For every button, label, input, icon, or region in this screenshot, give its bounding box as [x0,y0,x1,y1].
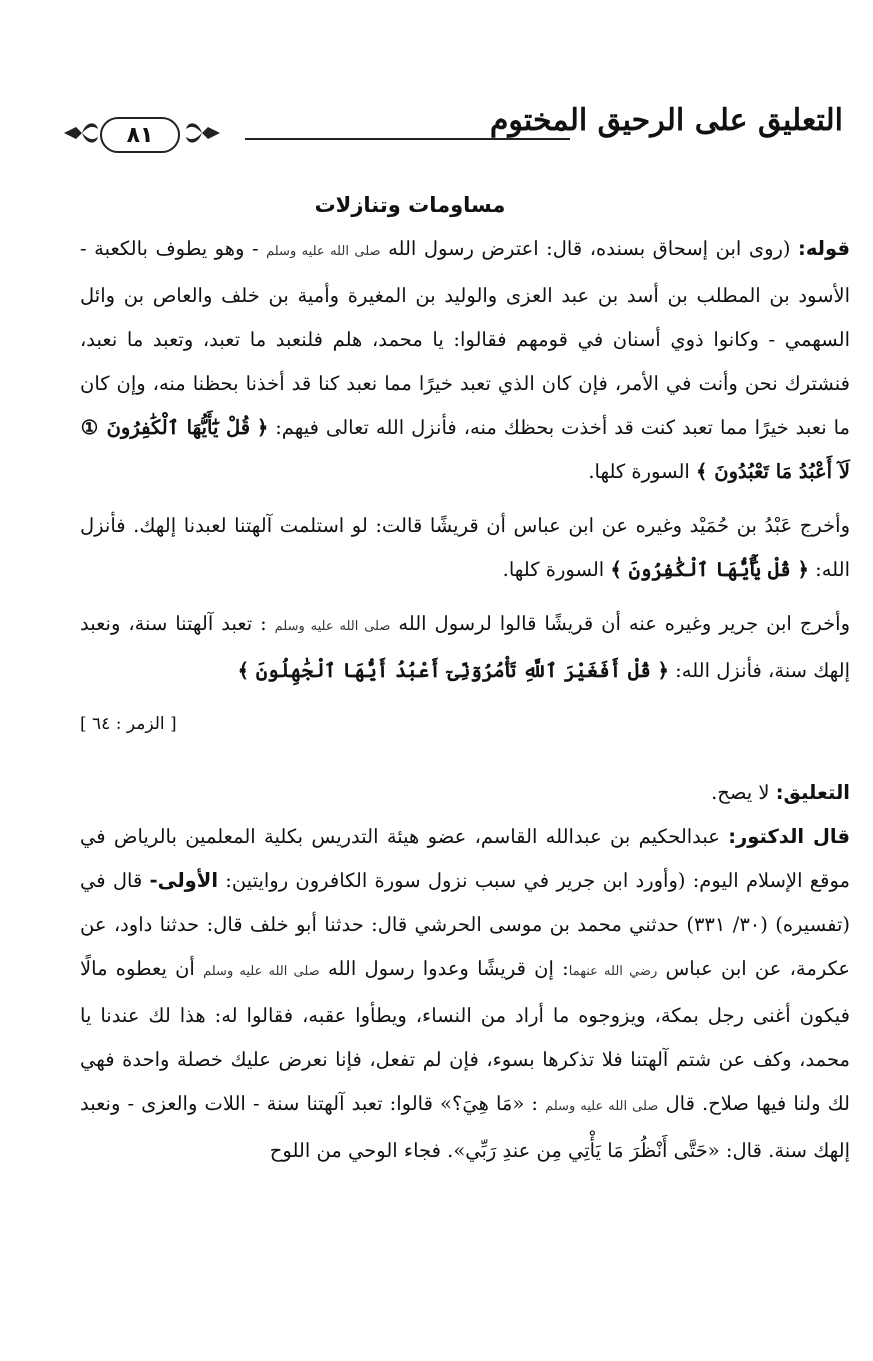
header-rule [245,138,570,140]
paragraph-sublead: الأولى- [149,869,219,892]
paragraph-text: : إن قريشًا وعدوا رسول الله [319,957,569,980]
comment-line [80,771,850,815]
quran-verse: ﴿ قُلْ أَفَغَيْرَ ٱللَّهِ تَأْمُرُوٓنِّىٓ أَعْبُدُ أَيُّهَا ٱلْجَٰهِلُونَ ﴾ [237,659,669,682]
paragraph-text: قال في (تفسيره) (٣٠/ ٣٣١) حدثني محمد بن موسى الحرشي قال: حدثنا أبو خلف قال: حدثنا داود، عن عكرمة، عن ابن عباس [80,869,850,980]
paragraph-2 [80,504,850,592]
left-ornament-icon [62,113,102,153]
verse-reference: [ الزمر : ٦٤ ] [80,714,177,734]
comment-lead: التعليق: [775,781,850,804]
page-header [0,95,873,179]
paragraph-text: : «مَا هِيَ؟» قالوا: تعبد آلهتنا سنة - اللات والعزى - ونعبد إلهك سنة. قال: «حَتَّى أَنْظُرَ مَا يَأْتِي مِن عندِ رَبِّي». فجاء الوحي من اللوح [80,1092,850,1162]
honorific-phrase: صلى الله عليه وسلم [266,244,381,259]
page-number: ٨١ [100,117,180,153]
paragraph-text: - وهو يطوف بالكعبة - الأسود بن المطلب بن أسد بن عبد العزى والوليد بن المغيرة وأمية بن خلف والعاص بن وائل السهمي - وكانوا ذوي أسنان في قومهم فقالوا: يا محمد، هلم فلنعبد ما تعبد، وتعبد ما نعبد، فنشترك نحن وأنت في الأمر، فإن كان الذي تعبد خيرًا مما نعبد كنا قد أخذنا بحظنا منه، وإن كان ما نعبد خيرًا مما تعبد كنت قد أخذت بحظك منه، فأنزل الله تعالى فيهم: [80,237,850,439]
honorific-phrase: صلى الله عليه وسلم [203,964,320,979]
quran-verse: ﴿ قُلْ يَٰٓأَيُّهَا ٱلْكَٰفِرُونَ ① لَآ أَعْبُدُ مَا تَعْبُدُونَ ﴾ [80,416,850,483]
paragraph-text: عبدالحكيم بن عبدالله القاسم، عضو هيئة التدريس بكلية المعلمين بالرياض في موقع الإسلام اليوم: (وأورد ابن جرير في سبب نزول سورة الكافرون روايتين: [80,825,851,892]
paragraph-4 [80,815,850,1173]
paragraph-3 [80,602,850,693]
page-body [80,185,850,1173]
paragraph-text: أن يعطوه مالًا فيكون أغنى رجل بمكة، ويزوجوه ما أراد من النساء، ويطأوا عقبه، فقالوا له: هذا لك عندنا يا محمد، وكف عن شتم آلهتنا فلا تذكرها بسوء، فإن لم تفعل، فإنا نعرض عليك خصلة واحدة فهي لك ولنا فيها صلاح. قال [80,957,850,1115]
right-ornament-icon [182,113,222,153]
honorific-phrase: صلى الله عليه وسلم [274,619,391,634]
paragraph-text: السورة كلها. [502,558,611,581]
book-title: التعليق على الرحيق المختوم [489,103,843,138]
paragraph-text: وأخرج ابن جرير وغيره عنه أن قريشًا قالوا لرسول الله [390,612,851,635]
honorific-phrase: رضي الله عنهما [568,964,658,979]
paragraph-text: السورة كلها. [588,460,697,483]
paragraph-text: وأخرج عَبْدُ بن حُمَيْد وغيره عن ابن عباس أن قريشًا قالت: لو استلمت آلهتنا لعبدنا إلهك. فأنزل الله: [80,514,850,581]
quran-verse: ﴿ قُلْ يَٰٓأَيُّهَا ٱلْكَٰفِرُونَ ﴾ [610,558,809,581]
section-title: مساومات وتنازلات [314,193,506,217]
paragraph-1 [80,227,850,494]
paragraph-text: : تعبد آلهتنا سنة، ونعبد إلهك سنة، فأنزل الله: [80,612,850,682]
comment-text: لا يصح. [711,781,776,804]
paragraph-lead: قوله: [798,237,850,260]
honorific-phrase: صلى الله عليه وسلم [545,1099,659,1114]
paragraph-lead: قال الدكتور: [728,825,850,848]
paragraph-text: (روى ابن إسحاق بسنده، قال: اعترض رسول الله [380,237,799,260]
